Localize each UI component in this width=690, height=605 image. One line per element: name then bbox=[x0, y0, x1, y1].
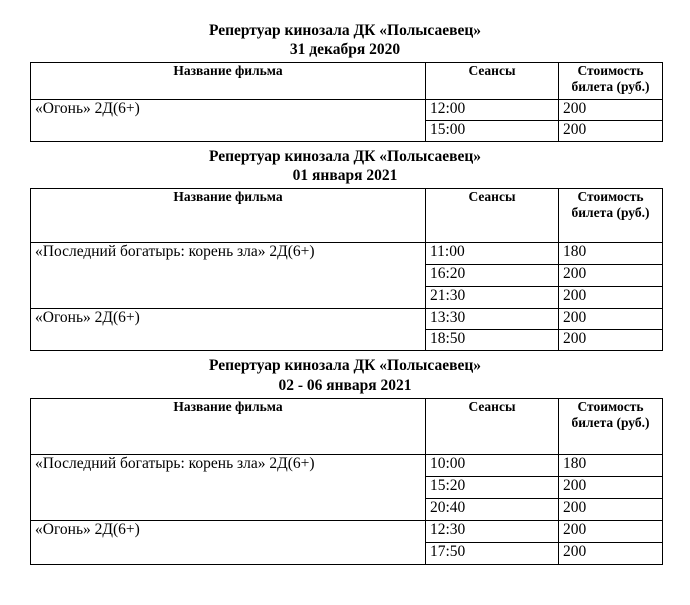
film-name: «Огонь» 2Д(6+) bbox=[31, 309, 426, 351]
session-price: 200 bbox=[559, 287, 663, 309]
schedule-3-date: 02 - 06 января 2021 bbox=[278, 377, 412, 394]
session-time: 18:50 bbox=[426, 330, 559, 351]
header-price: Стоимость билета (руб.) bbox=[559, 189, 663, 243]
film-name: «Последний богатырь: корень зла» 2Д(6+) bbox=[31, 455, 426, 521]
schedule-1-title: Репертуар кинозала ДК «Полысаевец» bbox=[208, 22, 482, 39]
session-price: 200 bbox=[559, 330, 663, 351]
schedule-3-table bbox=[30, 398, 663, 565]
header-sessions: Сеансы bbox=[426, 189, 559, 243]
session-time: 16:20 bbox=[426, 265, 559, 287]
schedule-3-title: Репертуар кинозала ДК «Полысаевец» bbox=[208, 357, 482, 374]
session-price: 180 bbox=[559, 455, 663, 477]
session-price: 200 bbox=[559, 100, 663, 121]
session-time: 15:00 bbox=[426, 121, 559, 142]
schedule-1-date: 31 декабря 2020 bbox=[289, 41, 401, 58]
schedule-2-title: Репертуар кинозала ДК «Полысаевец» bbox=[208, 148, 482, 165]
session-time: 12:30 bbox=[426, 521, 559, 543]
session-price: 200 bbox=[559, 121, 663, 142]
header-price: Стоимость билета (руб.) bbox=[559, 63, 663, 100]
header-film: Название фильма bbox=[31, 63, 426, 100]
film-name: «Огонь» 2Д(6+) bbox=[31, 100, 426, 142]
session-time: 13:30 bbox=[426, 309, 559, 330]
session-time: 20:40 bbox=[426, 499, 559, 521]
session-price: 200 bbox=[559, 521, 663, 543]
header-film: Название фильма bbox=[31, 399, 426, 455]
session-time: 17:50 bbox=[426, 543, 559, 565]
session-price: 200 bbox=[559, 543, 663, 565]
session-time: 21:30 bbox=[426, 287, 559, 309]
session-price: 200 bbox=[559, 309, 663, 330]
header-price: Стоимость билета (руб.) bbox=[559, 399, 663, 455]
session-time: 11:00 bbox=[426, 243, 559, 265]
header-film: Название фильма bbox=[31, 189, 426, 243]
film-name: «Последний богатырь: корень зла» 2Д(6+) bbox=[31, 243, 426, 309]
schedule-1-table bbox=[30, 62, 663, 142]
session-time: 10:00 bbox=[426, 455, 559, 477]
schedule-2-table bbox=[30, 188, 663, 351]
session-price: 200 bbox=[559, 477, 663, 499]
film-name: «Огонь» 2Д(6+) bbox=[31, 521, 426, 565]
schedule-2-date: 01 января 2021 bbox=[292, 167, 398, 184]
session-time: 15:20 bbox=[426, 477, 559, 499]
session-time: 12:00 bbox=[426, 100, 559, 121]
header-sessions: Сеансы bbox=[426, 399, 559, 455]
header-sessions: Сеансы bbox=[426, 63, 559, 100]
session-price: 200 bbox=[559, 265, 663, 287]
session-price: 200 bbox=[559, 499, 663, 521]
session-price: 180 bbox=[559, 243, 663, 265]
